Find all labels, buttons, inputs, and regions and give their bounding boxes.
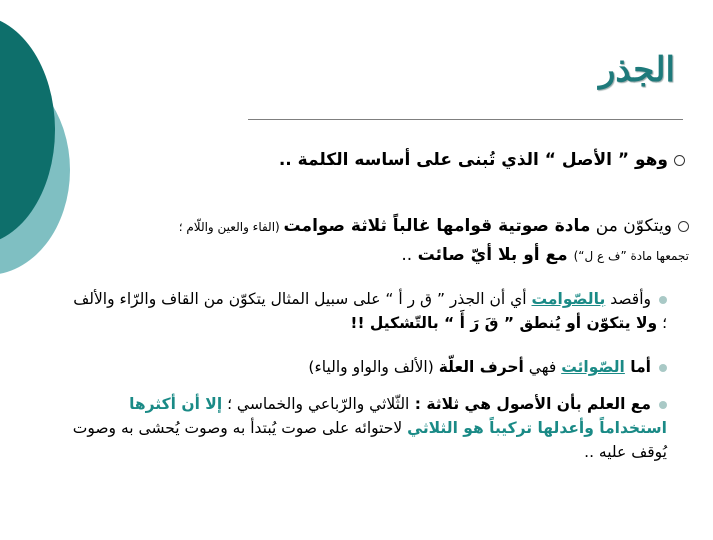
- sub1-part-b: بالصّوامت: [531, 290, 606, 308]
- bullet2-part-e: مع أو بلا أيّ صائت: [417, 245, 574, 265]
- sub2-part-c: فهي: [523, 358, 562, 376]
- sub3-part-b: الثّلاثي والرّباعي والخماسي ؛: [222, 395, 410, 413]
- dot-bullet-icon: [659, 296, 667, 304]
- sub1-part-d: ولا يتكوّن أو يُنطق ” قَ رَ أَ “ بالتّشكيل !!: [350, 314, 658, 332]
- bullet2-part-a: ويتكوّن من: [590, 216, 672, 236]
- ring-bullet-icon: [678, 221, 689, 232]
- bullet1-part-b: ” الأصل “: [544, 150, 630, 170]
- sub2-part-e: (الألف والواو والياء): [308, 358, 439, 376]
- sub3-part-a: مع العلم بأن الأصول هي ثلاثة :: [409, 395, 651, 413]
- bullet2-part-c: (الفاء والعين واللّام ؛: [178, 220, 284, 234]
- slide-title: الجذر: [598, 50, 675, 90]
- sub2-part-d: أحرف العلّة: [438, 358, 524, 376]
- sub2-part-b: الصّوائت: [561, 358, 625, 376]
- sub1-part-a: وأقصد: [605, 290, 651, 308]
- title-divider: [248, 119, 683, 120]
- ring-bullet-icon: [674, 155, 685, 166]
- bullet2-part-d: تجمعها مادة ”ف ع ل“): [573, 249, 689, 263]
- sub-bullet-consonants: [67, 287, 667, 335]
- bullet1-part-c: الذي تُبنى على أساسه الكلمة ..: [278, 150, 545, 170]
- sub3-part-d: لاحتوائه على صوت يُبتدأ به وصوت يُحشى به وصوت يُوقف عليه ..: [72, 419, 667, 461]
- dot-bullet-icon: [659, 401, 667, 409]
- sub1-part-c: أي أن الجذر ” ق ر أ “ على سبيل المثال يتكوّن من القاف والرّاء والألف ؛: [73, 290, 667, 332]
- bullet-composition: [9, 212, 689, 270]
- bullet1-part-a: وهو: [629, 150, 668, 170]
- bullet2-part-f: ..: [401, 245, 418, 265]
- bullet-definition: [185, 150, 685, 170]
- sub-bullet-vowels: [67, 355, 667, 379]
- dot-bullet-icon: [659, 364, 667, 372]
- sub3-part-c: إلا أن أكثرها استخداماً وأعدلها تركيباً هو الثلاثي: [129, 395, 667, 437]
- sub-bullet-roots: [57, 392, 667, 464]
- sub2-part-a: أما: [624, 358, 651, 376]
- bullet2-part-b: مادة صوتية قوامها غالباً ثلاثة صوامت: [283, 216, 591, 236]
